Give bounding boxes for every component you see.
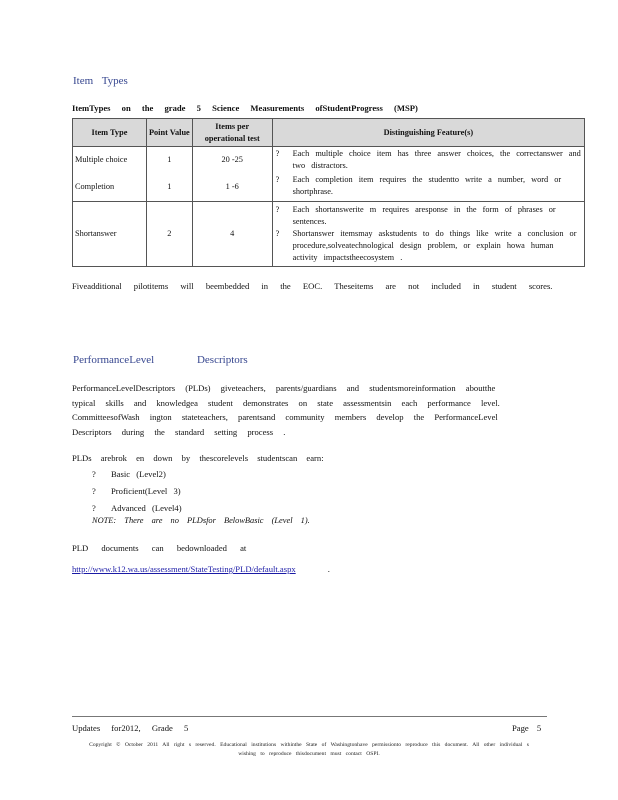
pld-paragraph: PerformanceLevelDescriptors (PLDs) giveteachers, parents/guardians and studentsmoreinformation aboutthe typical skills and knowledgea student demonstrates on state assessmentsin each performance level. CommitteesofWash ington stateteachers, parentsand community members develop the PerformanceLevel Descriptors during the standard setting process . [72, 383, 500, 437]
feature-bullet: ? Shortanswer itemsmay askstudents to do things like write a conclusion or procedure,solveatechnological design problem, or explain howa human activity impactstheecosystem . [275, 228, 582, 264]
row-features [272, 202, 584, 267]
table-caption: ItemTypes on the grade 5 Science Measurements ofStudentProgress (MSP) [72, 103, 418, 113]
footer-copyright: Copyright © October 2011 All right s reserved. Educational institutions withinthe State of Washingtonhave permissionto reproduce this document. All other individual s wishing to reproduce thisdocument must contact OSPI. [89, 742, 529, 757]
row-features [272, 173, 584, 202]
item-types-heading: Item Types [73, 75, 128, 87]
row-type: Shortanswer [73, 202, 147, 267]
footer-page-number: Page 5 [512, 723, 542, 733]
pld-levels-list [92, 466, 182, 517]
feature-bullet: ? Each shortanswerite m requires aresponse in the form of phrases or sentences. [275, 204, 582, 228]
header-item-type: Item Type [73, 119, 147, 147]
row-items: 4 [192, 202, 272, 267]
row-points: 1 [146, 173, 192, 202]
level-proficient: ? Proficient(Level 3) [92, 483, 182, 500]
table-row [73, 173, 585, 202]
pld-breakdown-intro: PLDs arebrok en down by thescorelevels studentscan earn: [72, 453, 324, 463]
row-type: Multiple choice [73, 147, 147, 174]
header-items-per-test: Items per operational test [192, 119, 272, 147]
footer-left: Updates for2012, Grade 5 [72, 723, 189, 733]
row-points: 2 [146, 202, 192, 267]
level-basic: ? Basic (Level2) [92, 466, 182, 483]
table-header-row [73, 119, 585, 147]
table-row [73, 202, 585, 267]
row-type: Completion [73, 173, 147, 202]
pld-download-text: PLD documents can bedownloaded at [72, 543, 247, 553]
header-features: Distinguishing Feature(s) [272, 119, 584, 147]
feature-bullet: ? Each multiple choice item has three answer choices, the correctanswer and two distractors. [275, 148, 582, 172]
pilot-items-note: Fiveadditional pilotitems will beembedded in the EOC. Theseitems are not included in student scores. [72, 281, 553, 291]
row-items: 20 -25 [192, 147, 272, 174]
level-advanced: ? Advanced (Level4) [92, 500, 182, 517]
row-features [272, 147, 584, 174]
pld-note: NOTE: There are no PLDsfor BelowBasic (Level 1). [92, 516, 310, 525]
link-period: . [327, 564, 330, 574]
row-items: 1 -6 [192, 173, 272, 202]
item-types-table [72, 118, 585, 267]
table-row [73, 147, 585, 174]
feature-bullet: ? Each completion item requires the studentto write a number, word or shortphrase. [275, 174, 582, 198]
footer-divider [72, 716, 547, 717]
pld-download-link[interactable]: http://www.k12.wa.us/assessment/StateTesting/PLD/default.aspx [72, 564, 296, 574]
pld-heading: PerformanceLevel Descriptors [73, 354, 248, 366]
row-points: 1 [146, 147, 192, 174]
header-point-value: Point Value [146, 119, 192, 147]
